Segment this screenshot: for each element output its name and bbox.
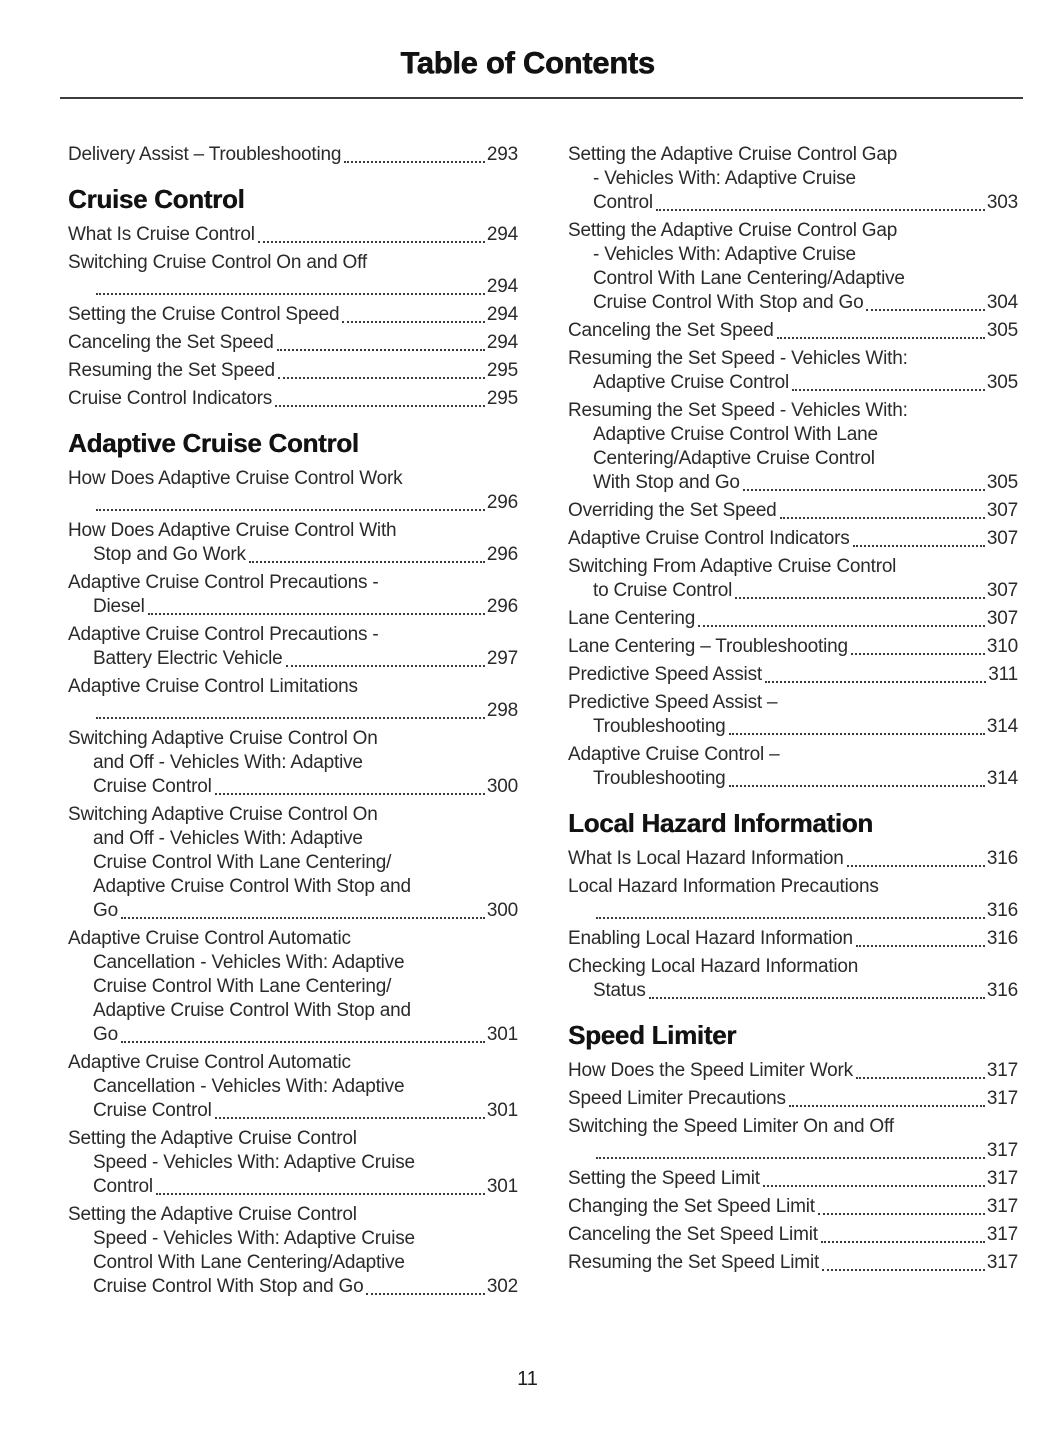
toc-entry-text: Overriding the Set Speed	[568, 500, 777, 521]
toc-entry-leader-row	[68, 1023, 518, 1047]
toc-entry	[68, 623, 518, 671]
toc-entry-leader-row	[568, 979, 1018, 1003]
toc-entry	[68, 467, 518, 515]
toc-page-ref: 298	[486, 700, 518, 721]
leader-dots	[743, 489, 985, 491]
toc-entry	[568, 743, 1018, 791]
toc-entry-line: Switching Cruise Control On and Off	[68, 252, 367, 273]
leader-dots	[156, 1193, 485, 1195]
toc-entry	[568, 955, 1018, 1003]
leader-dots	[649, 997, 985, 999]
toc-entry-text: Setting the Speed Limit	[568, 1168, 760, 1189]
toc-entry-leader-row	[568, 1195, 1018, 1219]
toc-entry-line: Speed - Vehicles With: Adaptive Cruise	[93, 1228, 415, 1249]
toc-page-ref: 316	[986, 980, 1018, 1001]
leader-dots	[96, 293, 485, 295]
toc-entry-leader-row	[68, 275, 518, 299]
toc-entry-leader-row	[568, 767, 1018, 791]
toc-entry	[68, 571, 518, 619]
toc-entry-leader-row	[568, 663, 1018, 687]
toc-page-ref: 317	[986, 1196, 1018, 1217]
toc-entry-text: What Is Local Hazard Information	[568, 848, 844, 869]
toc-entry	[568, 847, 1018, 871]
toc-entry-text: Cruise Control	[93, 1100, 212, 1121]
toc-entry-leader-row	[68, 595, 518, 619]
toc-entry-leader-row	[68, 331, 518, 355]
leader-dots	[856, 945, 985, 947]
toc-entry-leader-row	[568, 319, 1018, 343]
toc-entry-leader-row	[568, 899, 1018, 923]
leader-dots	[866, 309, 984, 311]
leader-dots	[763, 1185, 985, 1187]
toc-entry-text: Canceling the Set Speed	[568, 320, 774, 341]
toc-page-ref: 305	[986, 372, 1018, 393]
toc-entry	[568, 499, 1018, 523]
toc-entry-text: Control	[593, 192, 653, 213]
toc-columns	[68, 143, 1055, 1303]
toc-entry	[568, 1087, 1018, 1111]
toc-entry	[68, 303, 518, 327]
toc-page-ref: 294	[486, 304, 518, 325]
toc-page-ref: 302	[486, 1276, 518, 1297]
toc-entry-line: How Does Adaptive Cruise Control With	[68, 520, 397, 541]
toc-page-ref: 314	[986, 768, 1018, 789]
toc-page-ref: 305	[986, 472, 1018, 493]
leader-dots	[789, 1105, 985, 1107]
leader-dots	[96, 717, 485, 719]
leader-dots	[96, 509, 485, 511]
toc-page-ref: 307	[986, 580, 1018, 601]
leader-dots	[851, 653, 985, 655]
leader-dots	[121, 1041, 485, 1043]
toc-page-ref: 316	[986, 900, 1018, 921]
leader-dots	[596, 1157, 985, 1159]
toc-page-ref: 317	[986, 1252, 1018, 1273]
toc-entry	[568, 1059, 1018, 1083]
toc-entry-line: Cancellation - Vehicles With: Adaptive	[93, 952, 405, 973]
toc-page-ref: 303	[986, 192, 1018, 213]
toc-entry-leader-row	[568, 927, 1018, 951]
toc-entry	[68, 519, 518, 567]
toc-entry-leader-row	[568, 499, 1018, 523]
toc-page-ref: 293	[486, 144, 518, 165]
toc-entry-line: Adaptive Cruise Control With Lane	[593, 424, 878, 445]
leader-dots	[698, 625, 985, 627]
toc-entry-line: Checking Local Hazard Information	[568, 956, 859, 977]
leader-dots	[596, 917, 985, 919]
toc-entry-line: Adaptive Cruise Control Automatic	[68, 1052, 351, 1073]
toc-page-ref: 296	[486, 492, 518, 513]
toc-entry-text: What Is Cruise Control	[68, 224, 255, 245]
toc-entry-leader-row	[68, 899, 518, 923]
leader-dots	[853, 545, 985, 547]
toc-entry-text: Lane Centering	[568, 608, 696, 629]
leader-dots	[249, 561, 485, 563]
toc-entry-line: Resuming the Set Speed - Vehicles With:	[568, 348, 908, 369]
toc-entry	[568, 663, 1018, 687]
leader-dots	[777, 337, 985, 339]
toc-entry	[68, 1203, 518, 1299]
toc-page-ref: 301	[486, 1024, 518, 1045]
toc-page-ref: 317	[986, 1168, 1018, 1189]
toc-entry-text: to Cruise Control	[593, 580, 733, 601]
toc-page-ref: 300	[486, 776, 518, 797]
toc-entry-text: How Does the Speed Limiter Work	[568, 1060, 853, 1081]
toc-entry	[568, 1115, 1018, 1163]
toc-entry-text: Go	[93, 1024, 118, 1045]
leader-dots	[344, 161, 485, 163]
toc-page-ref: 301	[486, 1100, 518, 1121]
toc-entry-text: Enabling Local Hazard Information	[568, 928, 853, 949]
toc-page-ref: 316	[986, 848, 1018, 869]
toc-entry	[568, 399, 1018, 495]
toc-entry-line: and Off - Vehicles With: Adaptive	[93, 828, 363, 849]
toc-entry	[68, 803, 518, 923]
toc-entry-leader-row	[568, 1059, 1018, 1083]
toc-entry	[68, 387, 518, 411]
toc-page-ref: 317	[986, 1060, 1018, 1081]
toc-entry-line: Setting the Adaptive Cruise Control Gap	[568, 220, 898, 241]
leader-dots	[121, 917, 485, 919]
toc-column-left	[68, 143, 518, 1303]
toc-page-ref: 307	[986, 528, 1018, 549]
toc-entry-leader-row	[568, 847, 1018, 871]
toc-entry-text: Adaptive Cruise Control	[593, 372, 790, 393]
toc-entry-line: How Does Adaptive Cruise Control Work	[68, 468, 403, 489]
toc-entry-text: Troubleshooting	[593, 716, 726, 737]
toc-entry-text: Cruise Control Indicators	[68, 388, 273, 409]
toc-entry	[568, 607, 1018, 631]
leader-dots	[792, 389, 985, 391]
toc-entry-leader-row	[68, 1275, 518, 1299]
toc-entry-text: Canceling the Set Speed	[68, 332, 274, 353]
toc-entry	[568, 875, 1018, 923]
toc-entry-line: Switching Adaptive Cruise Control On	[68, 804, 378, 825]
toc-entry-line: Adaptive Cruise Control Precautions -	[68, 624, 379, 645]
toc-page-ref: 295	[486, 388, 518, 409]
toc-entry-line: Predictive Speed Assist –	[568, 692, 778, 713]
toc-entry	[568, 143, 1018, 215]
toc-entry-line: Adaptive Cruise Control –	[568, 744, 780, 765]
toc-entry-text: Predictive Speed Assist	[568, 664, 762, 685]
toc-entry-leader-row	[68, 387, 518, 411]
toc-entry-leader-row	[568, 527, 1018, 551]
toc-entry-leader-row	[568, 1087, 1018, 1111]
toc-entry-text: Changing the Set Speed Limit	[568, 1196, 815, 1217]
toc-entry-leader-row	[568, 471, 1018, 495]
toc-entry-leader-row	[68, 699, 518, 723]
page-title: Table of Contents	[400, 45, 655, 80]
toc-page-ref: 307	[986, 608, 1018, 629]
toc-entry-text: Go	[93, 900, 118, 921]
toc-entry-leader-row	[68, 647, 518, 671]
toc-entry	[568, 691, 1018, 739]
leader-dots	[148, 613, 485, 615]
leader-dots	[342, 321, 485, 323]
leader-dots	[822, 1269, 985, 1271]
toc-entry-leader-row	[568, 579, 1018, 603]
toc-entry-leader-row	[68, 223, 518, 247]
toc-entry	[68, 223, 518, 247]
toc-entry-line: Control With Lane Centering/Adaptive	[593, 268, 905, 289]
toc-entry-leader-row	[68, 491, 518, 515]
leader-dots	[765, 681, 986, 683]
toc-entry-text: Control	[93, 1176, 153, 1197]
toc-entry-text: Cruise Control With Stop and Go	[593, 292, 864, 313]
leader-dots	[656, 209, 985, 211]
leader-dots	[729, 785, 985, 787]
toc-entry	[68, 359, 518, 383]
toc-entry-leader-row	[68, 775, 518, 799]
toc-column-right	[568, 143, 1018, 1303]
toc-entry-text: Status	[593, 980, 646, 1001]
toc-page-ref: 304	[986, 292, 1018, 313]
section-heading: Speed Limiter	[568, 1020, 737, 1050]
toc-entry-text: Cruise Control	[93, 776, 212, 797]
toc-entry-text: Canceling the Set Speed Limit	[568, 1224, 818, 1245]
toc-entry-leader-row	[68, 303, 518, 327]
toc-entry-line: Cruise Control With Lane Centering/	[93, 852, 392, 873]
leader-dots	[729, 733, 985, 735]
toc-entry-leader-row	[568, 1139, 1018, 1163]
toc-entry-text: Battery Electric Vehicle	[93, 648, 283, 669]
toc-page-ref: 317	[986, 1224, 1018, 1245]
toc-entry-text: Cruise Control With Stop and Go	[93, 1276, 364, 1297]
toc-entry-text: Adaptive Cruise Control Indicators	[568, 528, 850, 549]
toc-entry-text: Diesel	[93, 596, 145, 617]
toc-page-ref: 294	[486, 276, 518, 297]
leader-dots	[818, 1213, 985, 1215]
toc-entry-line: Setting the Adaptive Cruise Control	[68, 1128, 357, 1149]
toc-entry	[68, 1051, 518, 1123]
toc-entry	[68, 331, 518, 355]
toc-page-ref: 296	[486, 544, 518, 565]
title-divider	[60, 97, 1023, 99]
toc-entry-line: Setting the Adaptive Cruise Control	[68, 1204, 357, 1225]
toc-entry-line: - Vehicles With: Adaptive Cruise	[593, 168, 856, 189]
toc-entry	[568, 219, 1018, 315]
toc-entry	[68, 143, 518, 167]
toc-entry	[568, 635, 1018, 659]
toc-entry	[568, 319, 1018, 343]
toc-entry	[568, 527, 1018, 551]
toc-entry-leader-row	[68, 1175, 518, 1199]
leader-dots	[258, 241, 485, 243]
toc-page-ref: 310	[986, 636, 1018, 657]
toc-entry-line: Cancellation - Vehicles With: Adaptive	[93, 1076, 405, 1097]
toc-entry-leader-row	[568, 291, 1018, 315]
toc-entry-line: Centering/Adaptive Cruise Control	[593, 448, 875, 469]
toc-entry	[68, 727, 518, 799]
toc-entry	[68, 1127, 518, 1199]
toc-entry-leader-row	[568, 371, 1018, 395]
toc-entry-text: Setting the Cruise Control Speed	[68, 304, 340, 325]
toc-entry-line: Cruise Control With Lane Centering/	[93, 976, 392, 997]
toc-entry-text: With Stop and Go	[593, 472, 740, 493]
toc-entry	[568, 927, 1018, 951]
leader-dots	[856, 1077, 985, 1079]
toc-entry	[68, 927, 518, 1047]
toc-page-ref: 301	[486, 1176, 518, 1197]
leader-dots	[780, 517, 985, 519]
toc-entry-leader-row	[568, 635, 1018, 659]
toc-page-ref: 317	[986, 1088, 1018, 1109]
toc-page-ref: 294	[486, 332, 518, 353]
toc-entry-line: and Off - Vehicles With: Adaptive	[93, 752, 363, 773]
toc-entry-line: Adaptive Cruise Control Precautions -	[68, 572, 379, 593]
toc-entry-line: Speed - Vehicles With: Adaptive Cruise	[93, 1152, 415, 1173]
leader-dots	[847, 865, 985, 867]
toc-entry-leader-row	[568, 1167, 1018, 1191]
toc-entry-text: Stop and Go Work	[93, 544, 246, 565]
leader-dots	[275, 405, 485, 407]
section-heading: Cruise Control	[68, 184, 245, 214]
toc-entry-leader-row	[568, 1251, 1018, 1275]
toc-entry-line: - Vehicles With: Adaptive Cruise	[593, 244, 856, 265]
toc-entry-leader-row	[568, 1223, 1018, 1247]
toc-entry-line: Control With Lane Centering/Adaptive	[93, 1252, 405, 1273]
toc-entry-leader-row	[568, 607, 1018, 631]
toc-page-ref: 311	[988, 664, 1018, 685]
leader-dots	[286, 665, 485, 667]
toc-entry-line: Switching From Adaptive Cruise Control	[568, 556, 897, 577]
toc-page-ref: 297	[486, 648, 518, 669]
toc-entry	[568, 1251, 1018, 1275]
toc-entry-text: Resuming the Set Speed	[68, 360, 275, 381]
toc-page-ref: 317	[986, 1140, 1018, 1161]
toc-entry	[568, 347, 1018, 395]
toc-entry-line: Adaptive Cruise Control With Stop and	[93, 876, 411, 897]
toc-entry-leader-row	[68, 359, 518, 383]
section-heading: Local Hazard Information	[568, 808, 873, 838]
toc-entry-line: Adaptive Cruise Control Limitations	[68, 676, 358, 697]
toc-entry	[68, 675, 518, 723]
toc-entry-line: Setting the Adaptive Cruise Control Gap	[568, 144, 898, 165]
toc-entry-leader-row	[68, 143, 518, 167]
toc-entry	[568, 1167, 1018, 1191]
leader-dots	[366, 1293, 484, 1295]
toc-entry-text: Resuming the Set Speed Limit	[568, 1252, 820, 1273]
toc-entry-leader-row	[68, 543, 518, 567]
toc-page-ref: 295	[486, 360, 518, 381]
toc-page-ref: 305	[986, 320, 1018, 341]
toc-entry	[568, 1223, 1018, 1247]
leader-dots	[215, 1117, 485, 1119]
leader-dots	[278, 377, 485, 379]
page-number: 11	[517, 1368, 538, 1390]
toc-entry-leader-row	[568, 715, 1018, 739]
toc-entry-leader-row	[68, 1099, 518, 1123]
toc-page-ref: 307	[986, 500, 1018, 521]
toc-page-ref: 294	[486, 224, 518, 245]
toc-page-ref: 300	[486, 900, 518, 921]
leader-dots	[215, 793, 485, 795]
toc-entry-line: Adaptive Cruise Control Automatic	[68, 928, 351, 949]
toc-entry-line: Resuming the Set Speed - Vehicles With:	[568, 400, 908, 421]
toc-entry-line: Switching Adaptive Cruise Control On	[68, 728, 378, 749]
toc-entry	[68, 251, 518, 299]
toc-entry-text: Troubleshooting	[593, 768, 726, 789]
toc-page-ref: 316	[986, 928, 1018, 949]
leader-dots	[735, 597, 985, 599]
toc-entry-line: Local Hazard Information Precautions	[568, 876, 879, 897]
toc-page-ref: 296	[486, 596, 518, 617]
section-heading: Adaptive Cruise Control	[68, 428, 359, 458]
toc-entry-leader-row	[568, 191, 1018, 215]
toc-entry-text: Delivery Assist – Troubleshooting	[68, 144, 342, 165]
toc-entry-line: Switching the Speed Limiter On and Off	[568, 1116, 894, 1137]
leader-dots	[277, 349, 485, 351]
toc-entry	[568, 555, 1018, 603]
toc-entry	[568, 1195, 1018, 1219]
leader-dots	[821, 1241, 985, 1243]
toc-page-ref: 314	[986, 716, 1018, 737]
toc-entry-text: Lane Centering – Troubleshooting	[568, 636, 848, 657]
toc-entry-text: Speed Limiter Precautions	[568, 1088, 786, 1109]
toc-entry-line: Adaptive Cruise Control With Stop and	[93, 1000, 411, 1021]
